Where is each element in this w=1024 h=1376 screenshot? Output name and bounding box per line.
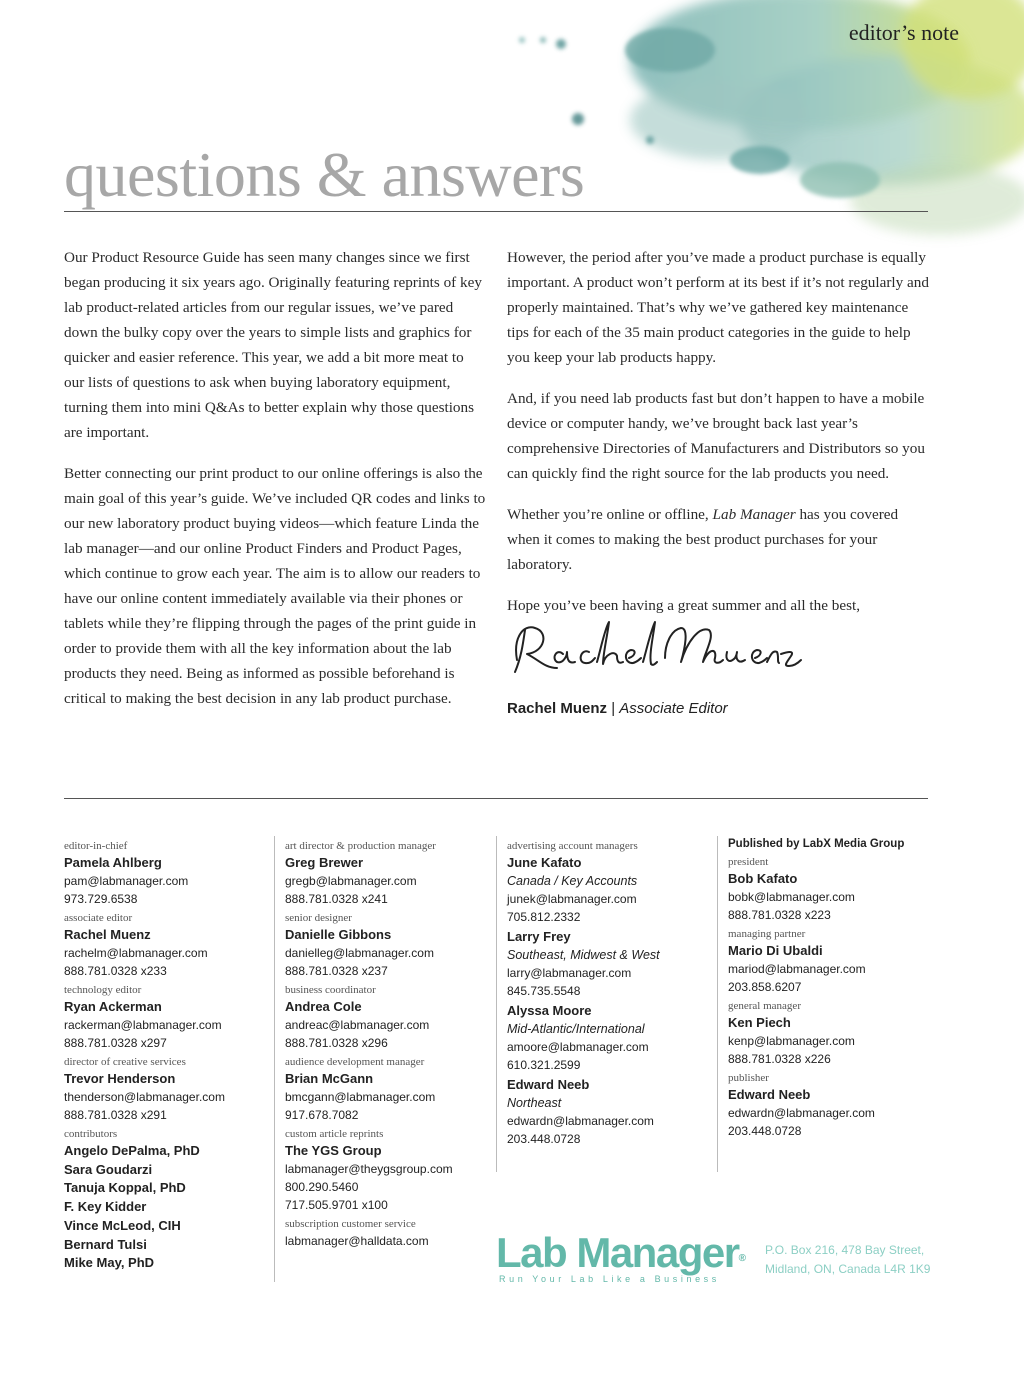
staff-role: custom article reprints xyxy=(285,1128,384,1140)
staff-role: editor-in-chief xyxy=(64,840,128,852)
contributor-name: Vince McLeod, CIH xyxy=(64,1217,181,1233)
staff-email: rackerman@labmanager.com xyxy=(64,1018,222,1032)
staff-phone: 888.781.0328 x296 xyxy=(285,1036,388,1050)
staff-name: Edward Neeb xyxy=(507,1077,590,1092)
staff-role: senior designer xyxy=(285,912,352,924)
staff-email: bobk@labmanager.com xyxy=(728,890,855,904)
staff-phone: 888.781.0328 x223 xyxy=(728,908,831,922)
staff-name: Larry Frey xyxy=(507,929,571,944)
staff-email: mariod@labmanager.com xyxy=(728,962,866,976)
staff-name: Alyssa Moore xyxy=(507,1003,592,1018)
mailing-address xyxy=(765,1241,930,1279)
logo-text: Lab Manager xyxy=(496,1229,739,1276)
staff-entry xyxy=(728,854,933,924)
staff-role: art director & production manager xyxy=(285,840,436,852)
handwritten-signature xyxy=(505,608,805,688)
staff-name: Bob Kafato xyxy=(728,871,798,886)
address-line: Midland, ON, Canada L4R 1K9 xyxy=(765,1262,931,1276)
masthead-column-2 xyxy=(285,836,490,1250)
staff-phone: 203.858.6207 xyxy=(728,980,802,994)
masthead-column-1 xyxy=(64,836,269,1273)
signoff-role: Associate Editor xyxy=(619,700,728,717)
staff-entry xyxy=(64,910,269,980)
staff-email: labmanager@theygsgroup.com xyxy=(285,1162,453,1176)
staff-name: Edward Neeb xyxy=(728,1087,811,1102)
staff-entry xyxy=(285,838,490,908)
staff-name: Brian McGann xyxy=(285,1071,374,1086)
staff-email: gregb@labmanager.com xyxy=(285,874,417,888)
staff-entry xyxy=(728,998,933,1068)
staff-name: Rachel Muenz xyxy=(64,927,151,942)
masthead-column-4 xyxy=(728,836,933,1140)
contributor-name: Mike May, PhD xyxy=(64,1255,155,1271)
staff-email: edwardn@labmanager.com xyxy=(728,1106,875,1120)
staff-name: Pamela Ahlberg xyxy=(64,855,162,870)
staff-entry xyxy=(507,1002,712,1074)
article-column-right xyxy=(507,245,929,634)
staff-role: president xyxy=(728,856,769,868)
contributors-list xyxy=(64,1126,269,1273)
contributor-name: Tanuja Koppal, PhD xyxy=(64,1180,186,1196)
staff-role: subscription customer service xyxy=(285,1218,416,1230)
magazine-name: Lab Manager xyxy=(712,506,796,523)
staff-entry xyxy=(285,1216,490,1250)
column-separator xyxy=(274,836,275,1282)
staff-phone: 973.729.6538 xyxy=(64,892,138,906)
staff-name: June Kafato xyxy=(507,855,582,870)
staff-email: andreac@labmanager.com xyxy=(285,1018,430,1032)
contributor-name: Sara Goudarzi xyxy=(64,1161,153,1177)
staff-phone: 610.321.2599 xyxy=(507,1058,581,1072)
contributor-name: Bernard Tulsi xyxy=(64,1236,147,1252)
staff-phone: 203.448.0728 xyxy=(507,1132,581,1146)
staff-name: The YGS Group xyxy=(285,1143,382,1158)
staff-email: danielleg@labmanager.com xyxy=(285,946,434,960)
staff-entry xyxy=(64,838,269,908)
staff-phone: 888.781.0328 x291 xyxy=(64,1108,167,1122)
staff-phone: 800.290.5460 xyxy=(285,1180,359,1194)
staff-role: managing partner xyxy=(728,928,806,940)
staff-entry xyxy=(728,1070,933,1140)
staff-role: director of creative services xyxy=(64,1056,186,1068)
staff-name: Ryan Ackerman xyxy=(64,999,162,1014)
staff-email: edwardn@labmanager.com xyxy=(507,1114,654,1128)
staff-entry xyxy=(728,926,933,996)
staff-phone: 917.678.7082 xyxy=(285,1108,359,1122)
staff-name: Danielle Gibbons xyxy=(285,927,392,942)
staff-entry xyxy=(285,1126,490,1214)
article-paragraph: And, if you need lab products fast but don’t happen to have a mobile device or computer handy, we’ve brought back last year’s comprehensive Directories of Manufacturers and Distributors so you can quickly find the right source for the lab products you need. xyxy=(507,390,925,482)
article-paragraph: Better connecting our print product to our online offerings is also the main goal of this year’s guide. We’ve included QR codes and links to our new laboratory product buying videos—which feature Linda the lab manager—and our online Product Finders and Product Pages, which continue to grow each year. The aim is to allow our readers to have our online content immediately available via their phones or tablets while they’re flipping through the pages of the print guide in order to provide them with all the key information about the lab products they need. Being as informed as possible beforehand is critical to making the best decision in any lab product purchase. xyxy=(64,465,486,707)
staff-email: bmcgann@labmanager.com xyxy=(285,1090,436,1104)
staff-role: publisher xyxy=(728,1072,769,1084)
masthead-divider xyxy=(64,798,928,799)
staff-email: pam@labmanager.com xyxy=(64,874,189,888)
staff-phone: 705.812.2332 xyxy=(507,910,581,924)
staff-territory: Mid-Atlantic/International xyxy=(507,1022,645,1036)
staff-email: thenderson@labmanager.com xyxy=(64,1090,225,1104)
masthead-column-3 xyxy=(507,836,712,1148)
staff-role: audience development manager xyxy=(285,1056,425,1068)
staff-email: kenp@labmanager.com xyxy=(728,1034,855,1048)
staff-role: business coordinator xyxy=(285,984,376,996)
staff-email: amoore@labmanager.com xyxy=(507,1040,649,1054)
signoff-separator: | xyxy=(611,700,616,717)
staff-entry xyxy=(285,982,490,1052)
staff-entry xyxy=(64,1054,269,1124)
signoff-name: Rachel Muenz xyxy=(507,700,608,717)
staff-entry xyxy=(285,1054,490,1124)
staff-role: associate editor xyxy=(64,912,133,924)
article-paragraph: Our Product Resource Guide has seen many changes since we first began producing it six years ago. Originally featuring reprints of key lab product-related articles from our regular issues, we’ve pared down the bulky copy over the years to simple lists and graphics for quicker and easier reference. This year, we add a bit more meat to our lists of questions to ask when buying laboratory equipment, turning them into mini Q&As to better explain why those questions are important. xyxy=(64,249,482,441)
text-run: Whether you’re online or offline, xyxy=(507,506,713,523)
logo-wordmark xyxy=(496,1229,756,1276)
staff-phone: 888.781.0328 x241 xyxy=(285,892,388,906)
staff-phone: 888.781.0328 x237 xyxy=(285,964,388,978)
staff-email: labmanager@halldata.com xyxy=(285,1234,429,1248)
staff-entry xyxy=(285,910,490,980)
staff-phone: 845.735.5548 xyxy=(507,984,581,998)
staff-phone: 717.505.9701 x100 xyxy=(285,1198,388,1212)
staff-email: junek@labmanager.com xyxy=(507,892,637,906)
staff-name: Greg Brewer xyxy=(285,855,364,870)
column-separator xyxy=(717,836,718,1172)
staff-name: Andrea Cole xyxy=(285,999,362,1014)
logo-tagline: Run Your Lab Like a Business xyxy=(499,1274,720,1284)
registered-mark: ® xyxy=(738,1253,745,1264)
staff-role: technology editor xyxy=(64,984,142,996)
column-separator xyxy=(496,836,497,1172)
address-line: P.O. Box 216, 478 Bay Street, xyxy=(765,1243,925,1257)
staff-phone: 888.781.0328 x233 xyxy=(64,964,167,978)
staff-territory: Southeast, Midwest & West xyxy=(507,948,660,962)
signoff xyxy=(507,700,728,717)
staff-entry xyxy=(507,928,712,1000)
contributor-name: Angelo DePalma, PhD xyxy=(64,1143,200,1158)
staff-name: Trevor Henderson xyxy=(64,1071,176,1086)
staff-email: rachelm@labmanager.com xyxy=(64,946,208,960)
staff-entry xyxy=(507,854,712,926)
staff-entry xyxy=(507,1076,712,1148)
publisher-line: Published by LabX Media Group xyxy=(728,838,905,850)
article-paragraph: However, the period after you’ve made a product purchase is equally important. A product won’t perform at its best if it’s not regularly and properly maintained. That’s why we’ve gathered key maintenance tips for each of the 35 main product categories in the guide to help you keep your lab products happy. xyxy=(507,249,929,366)
title-divider xyxy=(64,211,928,212)
staff-role: contributors xyxy=(64,1128,118,1140)
staff-phone: 888.781.0328 x297 xyxy=(64,1036,167,1050)
staff-name: Mario Di Ubaldi xyxy=(728,943,823,958)
article-paragraph xyxy=(507,502,929,577)
staff-territory: Canada / Key Accounts xyxy=(507,874,638,888)
section-label: editor’s note xyxy=(848,20,959,45)
staff-name: Ken Piech xyxy=(728,1015,791,1030)
staff-role: general manager xyxy=(728,1000,801,1012)
staff-phone: 888.781.0328 x226 xyxy=(728,1052,831,1066)
staff-phone: 203.448.0728 xyxy=(728,1124,802,1138)
page-title: questions & answers xyxy=(64,139,585,210)
contributor-name: F. Key Kidder xyxy=(64,1199,147,1215)
article-column-left xyxy=(64,245,486,727)
lab-manager-logo xyxy=(496,1229,756,1286)
staff-entry xyxy=(64,982,269,1052)
staff-territory: Northeast xyxy=(507,1096,562,1110)
text-run: has you covered when it comes to making the best product purchases for your laboratory. xyxy=(507,506,899,573)
closing-line: Hope you’ve been having a great summer and all the best, xyxy=(507,597,860,614)
staff-email: larry@labmanager.com xyxy=(507,966,632,980)
staff-role: advertising account managers xyxy=(507,840,638,852)
